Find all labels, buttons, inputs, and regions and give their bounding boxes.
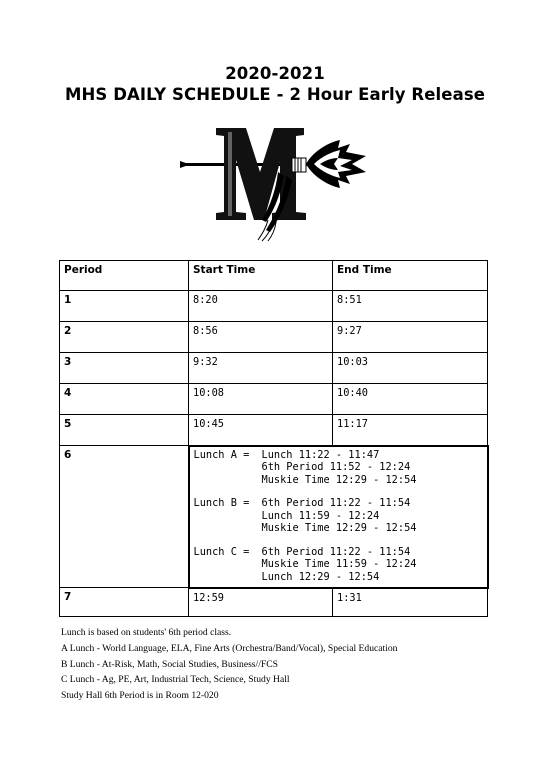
end-time-cell: 11:17: [333, 415, 488, 446]
table-row: [60, 291, 488, 322]
mhs-arrow-m-logo-icon: [180, 120, 370, 242]
period-cell: 3: [60, 353, 189, 384]
start-time-cell: 10:08: [189, 384, 333, 415]
lunch-schedule-cell: [189, 446, 488, 588]
lunch-b-block: [194, 497, 483, 535]
period-cell: 2: [60, 322, 189, 353]
period-cell: 5: [60, 415, 189, 446]
schedule-table: [59, 260, 489, 617]
table-header-row: [60, 261, 488, 291]
note-line: Lunch is based on students' 6th period class.: [61, 627, 232, 638]
table-row: [60, 322, 488, 353]
start-time-cell: 10:45: [189, 415, 333, 446]
period-cell: 7: [60, 588, 189, 617]
note-line: A Lunch - World Language, ELA, Fine Arts (Orchestra/Band/Vocal), Special Education: [61, 642, 398, 654]
lunch-a-block: [194, 449, 483, 487]
lunch-a-line-3: Muskie Time 12:29 - 12:54: [261, 473, 417, 486]
note-line: Study Hall 6th Period is in Room 12-020: [61, 690, 219, 702]
start-time-cell: 8:56: [189, 322, 333, 353]
lunch-c-label: Lunch C =: [193, 545, 250, 558]
start-time-cell: 9:32: [189, 353, 333, 384]
lunch-a-label: Lunch A =: [193, 448, 250, 461]
table-row: [60, 588, 488, 617]
lunch-a-line-2: 6th Period 11:52 - 12:24: [261, 461, 411, 473]
lunch-c-block: [194, 546, 483, 584]
lunch-b-line-1: 6th Period 11:22 - 11:54: [261, 497, 411, 509]
header-period: Period: [60, 261, 189, 291]
end-time-cell: 10:03: [333, 353, 488, 384]
lunch-a-line-1: Lunch 11:22 - 11:47: [261, 448, 380, 461]
start-time-cell: 12:59: [189, 588, 333, 617]
schedule-notes: [61, 625, 521, 704]
table-row: [60, 384, 488, 415]
period-cell: 6: [60, 446, 189, 588]
lunch-b-line-2: Lunch 11:59 - 12:24: [261, 509, 380, 522]
schedule-title: MHS DAILY SCHEDULE - 2 Hour Early Release: [64, 85, 486, 104]
header-start-time: Start Time: [189, 261, 333, 291]
schedule-year: 2020-2021: [225, 64, 325, 83]
start-time-cell: 8:20: [189, 291, 333, 322]
header-end-time: End Time: [333, 261, 488, 291]
note-line: C Lunch - Ag, PE, Art, Industrial Tech, Science, Study Hall: [61, 674, 290, 686]
period-cell: 4: [60, 384, 189, 415]
lunch-c-line-2: Muskie Time 11:59 - 12:24: [261, 558, 417, 570]
end-time-cell: 8:51: [333, 291, 488, 322]
period-cell: 1: [60, 291, 189, 322]
lunch-c-line-3: Lunch 12:29 - 12:54: [261, 570, 380, 583]
lunch-b-line-3: Muskie Time 12:29 - 12:54: [261, 522, 417, 534]
lunch-b-label: Lunch B =: [193, 497, 250, 509]
end-time-cell: 1:31: [333, 588, 488, 617]
table-row: [60, 415, 488, 446]
table-row-period-6: [60, 446, 488, 588]
note-line: B Lunch - At-Risk, Math, Social Studies, Business//FCS: [61, 658, 278, 670]
end-time-cell: 10:40: [333, 384, 488, 415]
lunch-c-line-1: 6th Period 11:22 - 11:54: [261, 545, 411, 558]
end-time-cell: 9:27: [333, 322, 488, 353]
table-row: [60, 353, 488, 384]
